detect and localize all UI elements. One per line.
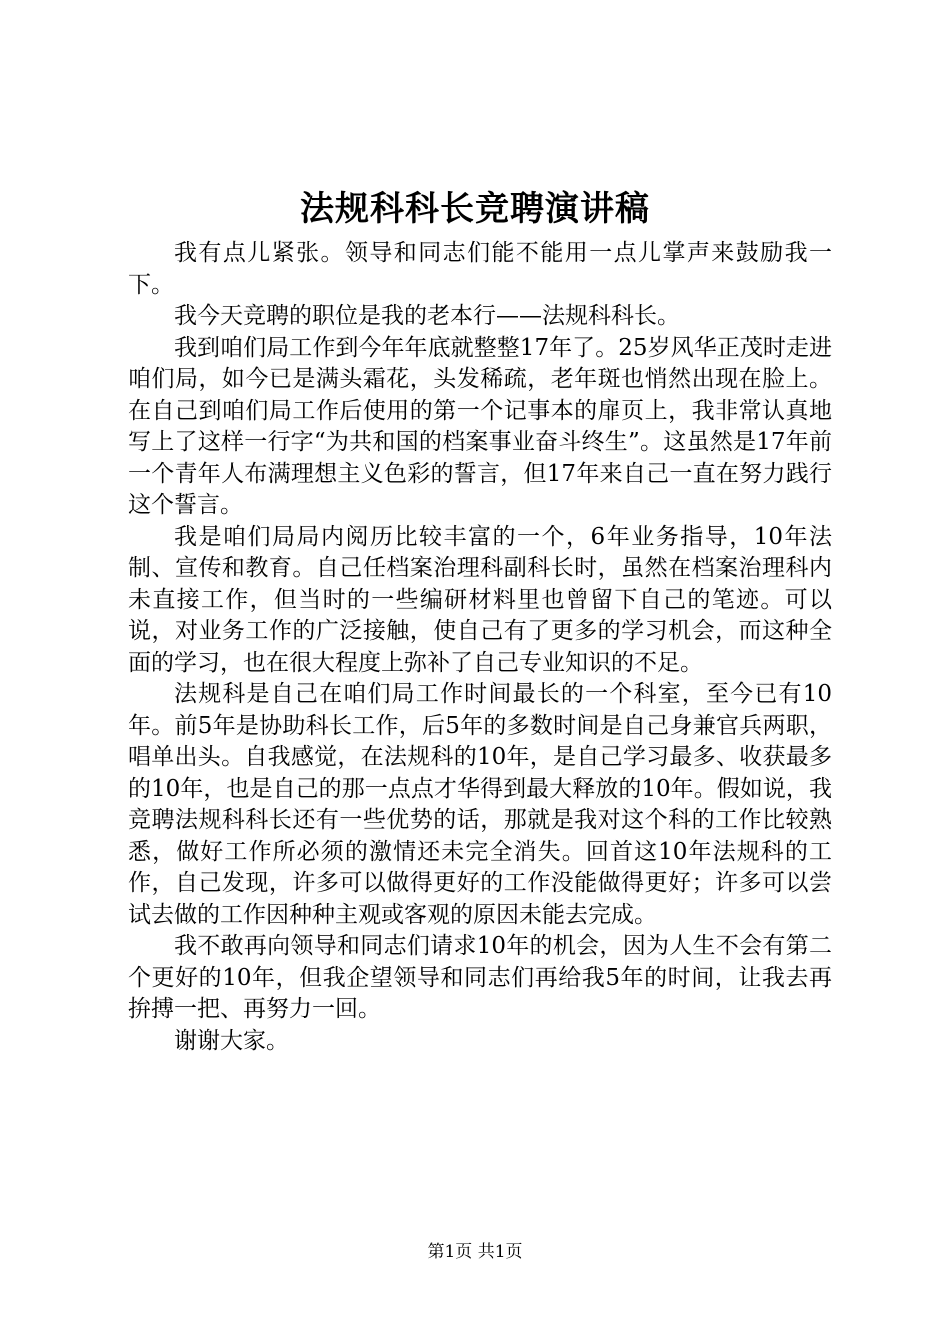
paragraph-2: 我今天竞聘的职位是我的老本行——法规科科长。: [174, 303, 680, 329]
paragraph-1: 我有点儿紧张。领导和同志们能不能用一点儿掌声来鼓励我一下。: [128, 240, 832, 298]
paragraph-4: 我是咱们局局内阅历比较丰富的一个，6年业务指导，10年法制、宣传和教育。自己任档案治理科副科长时，虽然在档案治理科内未直接工作，但当时的一些编研材料里也曾留下自己的笔迹。可以说，对业务工作的广泛接触，使自己有了更多的学习机会，而这种全面的学习，也在很大程度上弥补了自己专业知识的不足。: [128, 523, 832, 676]
paragraph-3: 我到咱们局工作到今年年底就整整17年了。25岁风华正茂时走进咱们局，如今已是满头霜花，头发稀疏，老年斑也悄然出现在脸上。在自己到咱们局工作后使用的第一个记事本的扉页上，我非常认真地写上了这样一行字“为共和国的档案事业奋斗终生”。这虽然是17年前一个青年人布满理想主义色彩的誓言，但17年来自己一直在努力践行这个誓言。: [128, 334, 832, 518]
document-title: 法规科科长竞聘演讲稿: [300, 189, 650, 229]
paragraph-6: 我不敢再向领导和同志们请求10年的机会，因为人生不会有第二个更好的10年，但我企望领导和同志们再给我5年的时间，让我去再拚搏一把、再努力一回。: [128, 933, 832, 1022]
paragraph-5: 法规科是自己在咱们局工作时间最长的一个科室，至今已有10年。前5年是协助科长工作，后5年的多数时间是自己身兼官兵两职，唱单出头。自我感觉，在法规科的10年，是自己学习最多、收获最多的10年，也是自己的那一点点才华得到最大释放的10年。假如说，我竞聘法规科科长还有一些优势的话，那就是我对这个科的工作比较熟悉，做好工作所必须的激情还未完全消失。回首这10年法规科的工作，自己发现，许多可以做得更好的工作没能做得更好；许多可以尝试去做的工作因种种主观或客观的原因未能去完成。: [128, 681, 832, 928]
document-body: [128, 238, 832, 1057]
paragraph-7: 谢谢大家。: [174, 1027, 289, 1054]
page-footer: 第1页 共1页: [427, 1242, 523, 1262]
